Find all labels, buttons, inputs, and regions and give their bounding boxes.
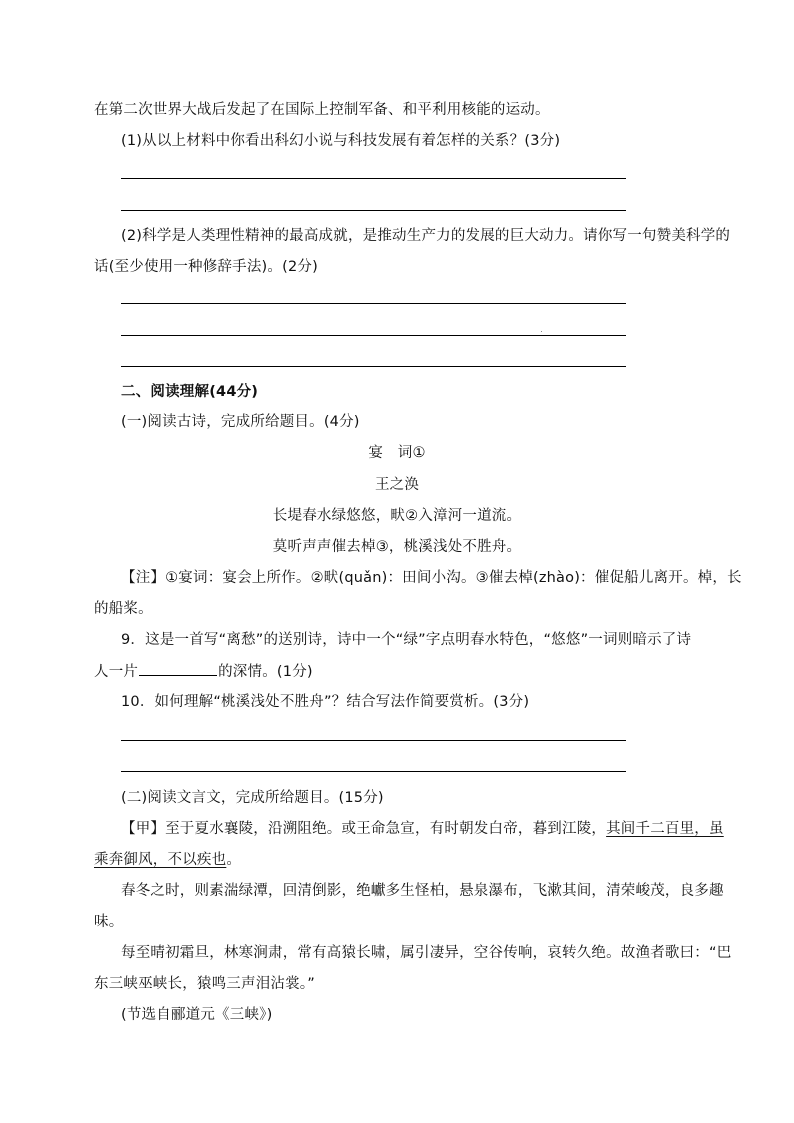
passage-paragraph-2-line-1: 春冬之时，则素湍绿潭，回清倒影，绝巘多生怪柏，悬泉瀑布，飞漱其间，清荣峻茂，良多趣 xyxy=(121,883,724,899)
poem-line: 莫听声声催去棹③，桃溪浅处不胜舟。 xyxy=(272,539,522,555)
part-1-heading: (一)阅读古诗，完成所给题目。(4分) xyxy=(121,414,360,430)
answer-line[interactable] xyxy=(121,210,626,211)
fill-in-blank[interactable] xyxy=(139,661,217,676)
answer-line[interactable] xyxy=(121,303,626,304)
underlined-sentence: 其间千二百里，虽 xyxy=(606,821,724,837)
question-9-line-2 xyxy=(94,661,313,682)
question-2-line-2: 话(至少使用一种修辞手法)。(2分) xyxy=(94,259,318,275)
note-line-1: 【注】①宴词：宴会上所作。②畎(quǎn)：田间小沟。③催去棹(zhào)：催促船儿离开。棹，长 xyxy=(121,570,742,586)
note-line-2: 的船桨。 xyxy=(94,601,153,617)
passage-jia-text: 【甲】至于夏水襄陵，沿溯阻绝。或王命急宣，有时朝发白帝，暮到江陵， xyxy=(121,821,607,837)
passage-jia-line-2 xyxy=(94,850,241,870)
poem-line: 长堤春水绿悠悠，畎②入漳河一道流。 xyxy=(272,508,522,524)
question-9-text-before: 人一片 xyxy=(94,664,139,680)
answer-line[interactable] xyxy=(121,740,626,741)
answer-line[interactable] xyxy=(121,771,626,772)
scan-speck xyxy=(541,331,542,332)
answer-line[interactable] xyxy=(121,178,626,179)
passage-paragraph-3-line-1: 每至晴初霜旦，林寒涧肃，常有高猿长啸，属引凄异，空谷传响，哀转久绝。故渔者歌曰：“巴 xyxy=(121,945,732,961)
poem-title: 宴 词① xyxy=(368,445,426,461)
question-1: (1)从以上材料中你看出科幻小说与科技发展有着怎样的关系？(3分) xyxy=(121,133,561,149)
answer-line[interactable] xyxy=(121,366,626,367)
passage-paragraph-3-line-2: 东三峡巫峡长，猿鸣三声泪沾裳。” xyxy=(94,976,315,992)
passage-jia-text: 。 xyxy=(226,852,242,868)
part-2-heading: (二)阅读文言文，完成所给题目。(15分) xyxy=(121,790,384,806)
poem-author: 王之涣 xyxy=(374,477,420,493)
passage-source: (节选自郦道元《三峡》) xyxy=(121,1007,273,1023)
question-10: 10．如何理解“桃溪浅处不胜舟”？结合写法作简要赏析。(3分) xyxy=(121,694,530,710)
section-heading: 二、阅读理解(44分) xyxy=(121,384,259,400)
passage-paragraph-2-line-2: 味。 xyxy=(94,914,124,930)
question-9-line-1: 9．这是一首写“离愁”的送别诗，诗中一个“绿”字点明春水特色，“悠悠”一词则暗示了诗 xyxy=(121,632,692,648)
passage-jia-line-1 xyxy=(121,819,724,839)
answer-line[interactable] xyxy=(121,335,626,336)
passage-end-line: 在第二次世界大战后发起了在国际上控制军备、和平利用核能的运动。 xyxy=(94,102,550,118)
underlined-sentence: 乘奔御风，不以疾也 xyxy=(94,852,227,868)
question-2-line-1: (2)科学是人类理性精神的最高成就，是推动生产力的发展的巨大动力。请你写一句赞美科学的 xyxy=(121,228,731,244)
question-9-text-after: 的深情。(1分) xyxy=(218,664,313,680)
